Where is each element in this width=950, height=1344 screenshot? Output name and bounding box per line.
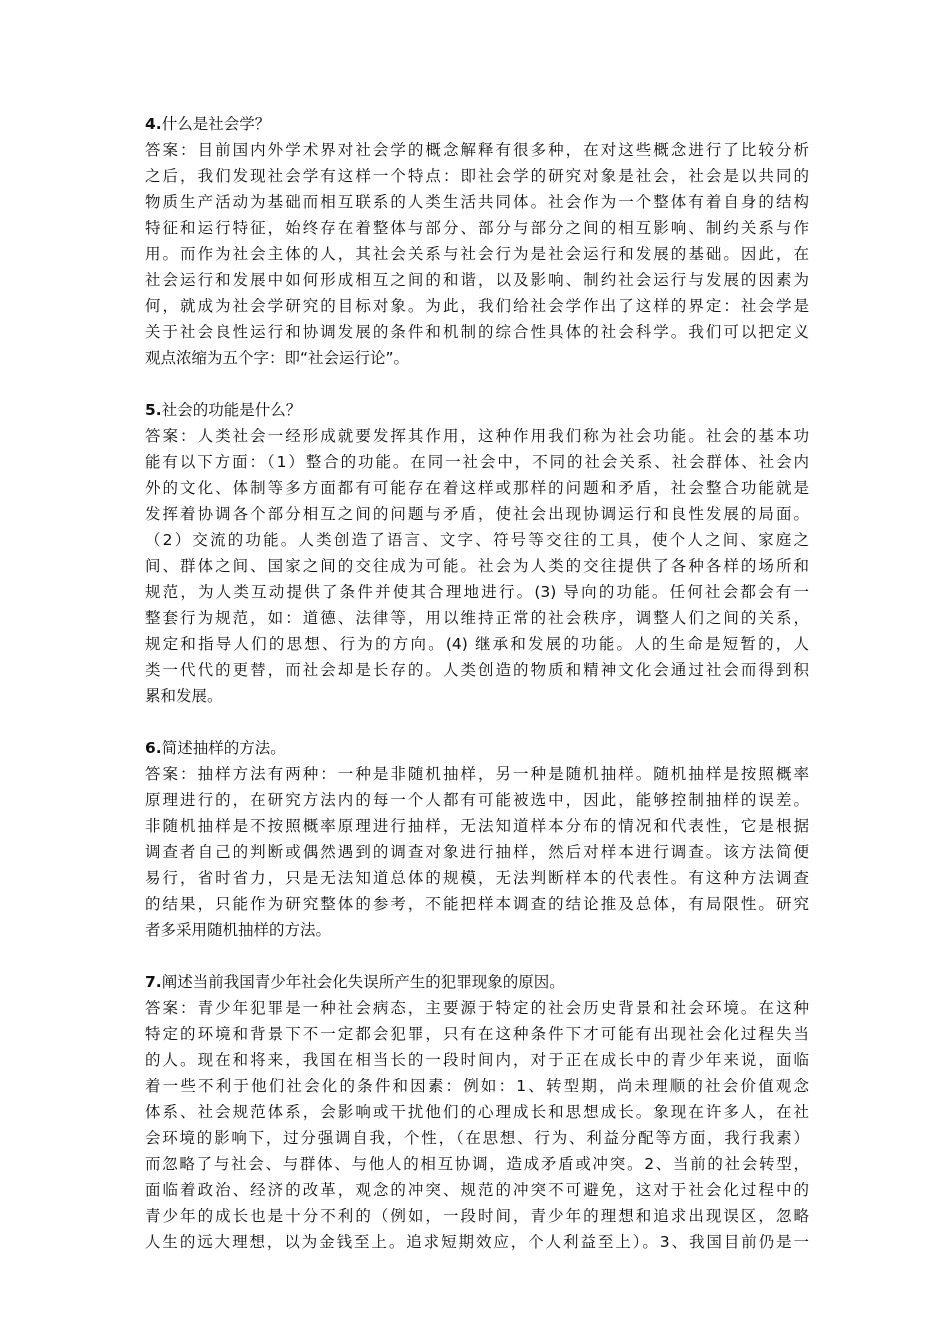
question-text: 社会的功能是什么？ [161, 401, 302, 419]
question-heading [145, 735, 809, 761]
answer-line: 整套行为规范，如：道德、法律等，用以维持正常的社会秩序，调整人们之间的关系， [145, 609, 809, 627]
answer-line: 外的文化、体制等多方面都有可能存在着这样或那样的问题和矛盾，社会整合功能就是 [145, 479, 809, 497]
answer-line: 答案：青少年犯罪是一种社会病态，主要源于特定的社会历史背景和社会环境。在这种 [145, 999, 809, 1017]
question-heading [145, 111, 809, 137]
answer-line: 者多采用随机抽样的方法。 [145, 921, 332, 939]
answer-line: 答案：人类社会一经形成就要发挥其作用，这种作用我们称为社会功能。社会的基本功 [145, 427, 809, 445]
answer-line: 调查者自己的判断或偶然遇到的调查对象进行抽样，然后对样本进行调查。该方法简便 [145, 843, 809, 861]
question-text: 阐述当前我国青少年社会化失误所产生的犯罪现象的原因。 [161, 973, 565, 991]
answer-line: 的结果，只能作为研究整体的参考，不能把样本调查的结论推及总体，有局限性。研究 [145, 895, 809, 913]
question-heading [145, 397, 809, 423]
answer-line: 规定和指导人们的思想、行为的方向。(4) 继承和发展的功能。人的生命是短暂的，人 [145, 635, 809, 653]
answer-line: 关于社会良性运行和协调发展的条件和机制的综合性具体的社会科学。我们可以把定义 [145, 323, 809, 341]
answer-line: 类一代代的更替，而社会却是长存的。人类创造的物质和精神文化会通过社会而得到积 [145, 661, 809, 679]
answer-line: 间、群体之间、国家之间的交往成为可能。社会为人类的交往提供了各种各样的场所和 [145, 557, 809, 575]
qa-section-4 [145, 111, 809, 371]
question-number: 6. [145, 739, 162, 757]
answer-line: 能有以下方面：（1）整合的功能。在同一社会中，不同的社会关系、社会群体、社会内 [145, 453, 809, 471]
answer-line: 着一些不利于他们社会化的条件和因素：例如：1、转型期，尚未理顺的社会价值观念 [145, 1077, 809, 1095]
document-page [145, 111, 809, 1281]
answer-line: 物质生产活动为基础而相互联系的人类生活共同体。社会作为一个整体有着自身的结构 [145, 193, 809, 211]
question-text: 什么是社会学？ [161, 115, 271, 133]
qa-section-5 [145, 397, 809, 709]
answer-line: 易行，省时省力，只是无法知道总体的规模，无法判断样本的代表性。有这种方法调查 [145, 869, 809, 887]
answer-line: 用。而作为社会主体的人，其社会关系与社会行为是社会运行和发展的基础。因此，在 [145, 245, 809, 263]
answer-line: 答案：抽样方法有两种：一种是非随机抽样，另一种是随机抽样。随机抽样是按照概率 [145, 765, 809, 783]
answer-line: 社会运行和发展中如何形成相互之间的和谐，以及影响、制约社会运行与发展的因素为 [145, 271, 809, 289]
answer-line: 青少年的成长也是十分不利的（例如，一段时间，青少年的理想和追求出现误区，忽略 [145, 1207, 809, 1225]
question-text: 简述抽样的方法。 [161, 739, 286, 757]
answer-line: 累和发展。 [145, 687, 223, 705]
question-heading [145, 969, 809, 995]
answer-line: 而忽略了与社会、与群体、与他人的相互协调，造成矛盾或冲突。2、当前的社会转型， [145, 1155, 809, 1173]
question-number: 4. [145, 115, 162, 133]
qa-section-6 [145, 735, 809, 943]
answer-line: 何，就成为社会学研究的目标对象。为此，我们给社会学作出了这样的界定：社会学是 [145, 297, 809, 315]
answer-line: （2）交流的功能。人类创造了语言、文字、符号等交往的工具，使个人之间、家庭之 [145, 531, 809, 549]
answer-line: 会环境的影响下，过分强调自我，个性，（在思想、行为、利益分配等方面，我行我素） [145, 1129, 809, 1147]
answer-line: 的人。现在和将来，我国在相当长的一段时间内，对于正在成长中的青少年来说，面临 [145, 1051, 809, 1069]
answer-line: 答案：目前国内外学术界对社会学的概念解释有很多种，在对这些概念进行了比较分析 [145, 141, 809, 159]
answer-line: 人生的远大理想，以为金钱至上。追求短期效应，个人利益至上）。3、我国目前仍是一 [145, 1233, 809, 1251]
answer-line: 非随机抽样是不按照概率原理进行抽样，无法知道样本分布的情况和代表性，它是根据 [145, 817, 809, 835]
answer-line: 特定的环境和背景下不一定都会犯罪，只有在这种条件下才可能有出现社会化过程失当 [145, 1025, 809, 1043]
answer-line: 面临着政治、经济的改革，观念的冲突、规范的冲突不可避免，这对于社会化过程中的 [145, 1181, 809, 1199]
question-number: 5. [145, 401, 162, 419]
qa-section-7 [145, 969, 809, 1255]
answer-line: 观点浓缩为五个字：即“社会运行论”。 [145, 349, 410, 367]
answer-line: 规范，为人类互动提供了条件并使其合理地进行。(3) 导向的功能。任何社会都会有一 [145, 583, 809, 601]
answer-line: 特征和运行特征，始终存在着整体与部分、部分与部分之间的相互影响、制约关系与作 [145, 219, 809, 237]
answer-line: 体系、社会规范体系，会影响或干扰他们的心理成长和思想成长。象现在许多人，在社 [145, 1103, 809, 1121]
question-number: 7. [145, 973, 162, 991]
answer-line: 发挥着协调各个部分相互之间的问题与矛盾，使社会出现协调运行和良性发展的局面。 [145, 505, 809, 523]
answer-line: 之后，我们发现社会学有这样一个特点：即社会学的研究对象是社会，社会是以共同的 [145, 167, 809, 185]
answer-line: 原理进行的，在研究方法内的每一个人都有可能被选中，因此，能够控制抽样的误差。 [145, 791, 809, 809]
